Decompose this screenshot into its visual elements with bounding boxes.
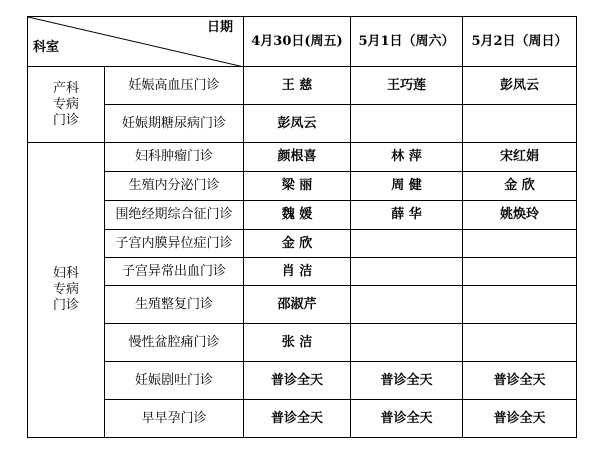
doctor-cell: 普诊全天 <box>351 362 463 400</box>
doctor-cell: 薛 华 <box>351 201 463 230</box>
clinic-name: 子宫异常出血门诊 <box>105 258 244 286</box>
clinic-name: 生殖内分泌门诊 <box>105 172 244 201</box>
table-row <box>28 286 577 324</box>
doctor-cell: 普诊全天 <box>463 362 577 400</box>
category-line: 产科 <box>52 80 79 96</box>
clinic-name: 围绝经期综合征门诊 <box>105 201 244 230</box>
date-header-1: 4月30日(周五) <box>244 17 351 67</box>
table-row <box>28 67 577 105</box>
doctor-cell: 张 洁 <box>244 324 351 362</box>
table-row <box>28 324 577 362</box>
doctor-cell: 彭凤云 <box>463 67 577 105</box>
doctor-cell: 肖 洁 <box>244 258 351 286</box>
header-corner-cell <box>28 17 244 67</box>
doctor-cell <box>463 258 577 286</box>
date-header-2: 5月1日（周六） <box>351 17 463 67</box>
doctor-cell <box>463 286 577 324</box>
table-row <box>28 258 577 286</box>
doctor-cell: 普诊全天 <box>463 400 577 438</box>
table-row <box>28 230 577 258</box>
doctor-cell: 姚焕玲 <box>463 201 577 230</box>
doctor-cell: 普诊全天 <box>244 400 351 438</box>
date-header-3: 5月2日（周日） <box>463 17 577 67</box>
clinic-name: 生殖整复门诊 <box>105 286 244 324</box>
category-line: 门诊 <box>52 298 79 313</box>
clinic-name: 妊娠期糖尿病门诊 <box>105 105 244 143</box>
doctor-cell <box>351 286 463 324</box>
table-row <box>28 143 577 172</box>
doctor-cell <box>351 230 463 258</box>
doctor-cell: 邵淑芹 <box>244 286 351 324</box>
category-obstetrics <box>28 67 105 143</box>
category-gynecology <box>28 143 105 438</box>
doctor-cell: 林 萍 <box>351 143 463 172</box>
clinic-name: 早早孕门诊 <box>105 400 244 438</box>
category-line: 妇科 <box>52 266 79 281</box>
table-row <box>28 172 577 201</box>
doctor-cell: 普诊全天 <box>351 400 463 438</box>
table-row <box>28 400 577 438</box>
doctor-cell: 颜根喜 <box>244 143 351 172</box>
doctor-cell: 王巧莲 <box>351 67 463 105</box>
clinic-name: 子宫内膜异位症门诊 <box>105 230 244 258</box>
date-header-label: 日期 <box>206 20 233 35</box>
department-header-label: 科室 <box>33 40 60 55</box>
doctor-cell: 梁 丽 <box>244 172 351 201</box>
doctor-cell <box>351 258 463 286</box>
doctor-cell: 宋红娟 <box>463 143 577 172</box>
doctor-cell <box>351 105 463 143</box>
doctor-cell: 普诊全天 <box>244 362 351 400</box>
category-line: 门诊 <box>52 112 79 128</box>
doctor-cell: 金 欣 <box>463 172 577 201</box>
header-row <box>28 17 577 67</box>
clinic-name: 妊娠高血压门诊 <box>105 67 244 105</box>
table-row <box>28 362 577 400</box>
doctor-cell <box>463 105 577 143</box>
clinic-name: 妊娠剧吐门诊 <box>105 362 244 400</box>
doctor-cell: 彭凤云 <box>244 105 351 143</box>
doctor-cell: 王 慈 <box>244 67 351 105</box>
doctor-cell <box>463 230 577 258</box>
clinic-name: 妇科肿瘤门诊 <box>105 143 244 172</box>
doctor-cell <box>351 324 463 362</box>
table-row <box>28 105 577 143</box>
clinic-schedule-table <box>27 16 577 438</box>
doctor-cell: 金 欣 <box>244 230 351 258</box>
category-line: 专病 <box>52 96 79 112</box>
doctor-cell: 周 健 <box>351 172 463 201</box>
table-row <box>28 201 577 230</box>
clinic-name: 慢性盆腔痛门诊 <box>105 324 244 362</box>
category-line: 专病 <box>52 282 79 297</box>
doctor-cell: 魏 媛 <box>244 201 351 230</box>
doctor-cell <box>463 324 577 362</box>
